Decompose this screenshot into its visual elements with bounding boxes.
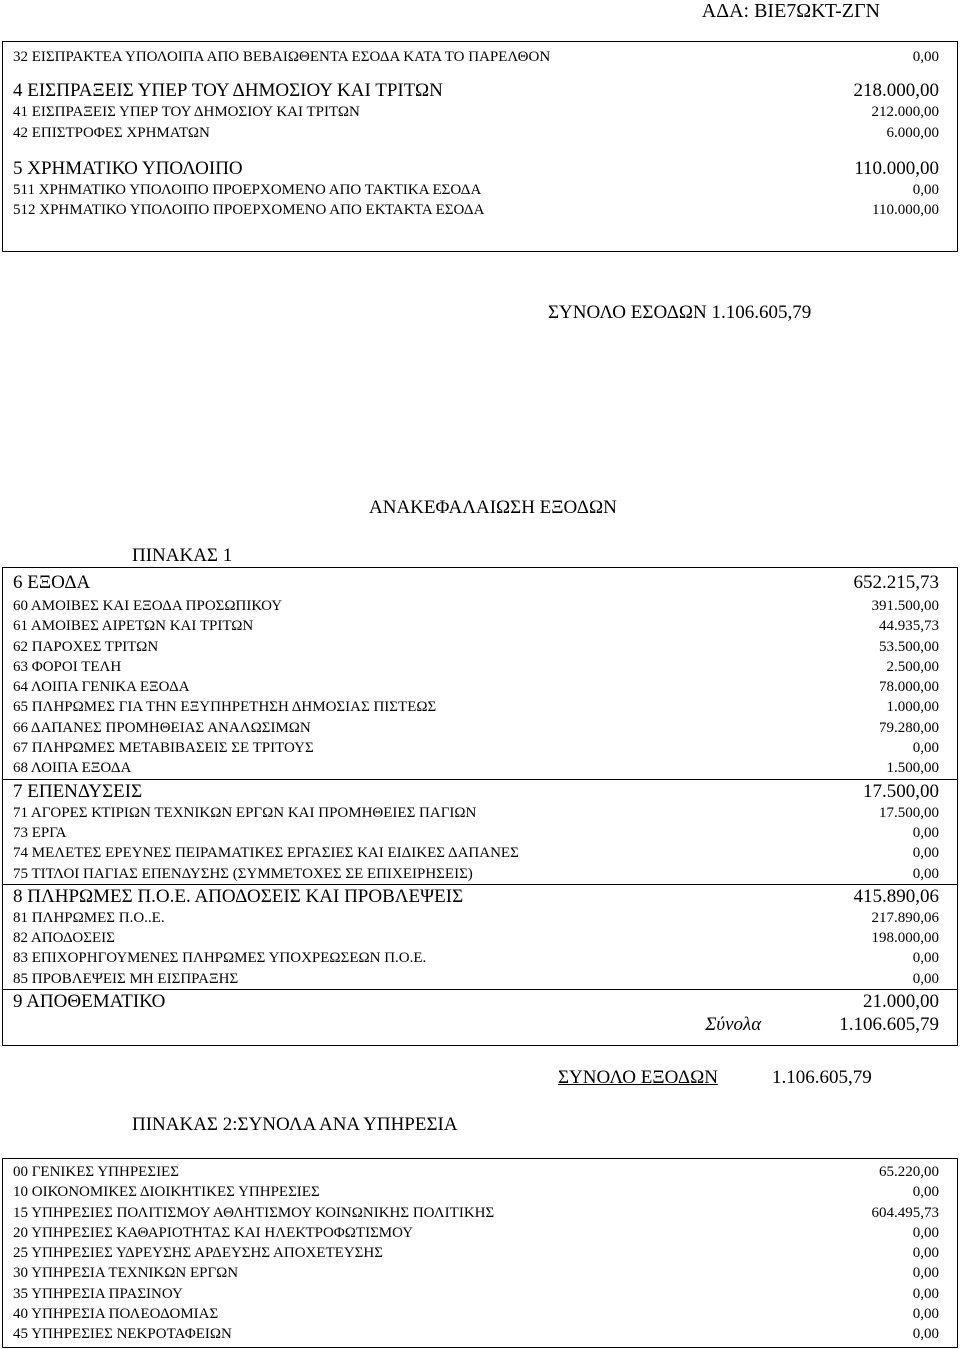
group-label: 4 ΕΙΣΠΡΑΞΕΙΣ ΥΠΕΡ ΤΟΥ ΔΗΜΟΣΙΟΥ ΚΑΙ ΤΡΙΤΩΝ bbox=[13, 80, 443, 102]
row-value: 78.000,00 bbox=[879, 679, 939, 696]
table-row bbox=[3, 1182, 957, 1202]
row-value: 0,00 bbox=[912, 824, 939, 841]
row-value: 1.500,00 bbox=[886, 760, 939, 777]
row-value: 44.935,73 bbox=[879, 618, 939, 635]
row-value: 0,00 bbox=[912, 845, 939, 862]
row-label: 65 ΠΛΗΡΩΜΕΣ ΓΙΑ ΤΗΝ ΕΞΥΠΗΡΕΤΗΣΗ ΔΗΜΟΣΙΑΣ ΠΙΣΤΕΩΣ bbox=[13, 699, 437, 716]
table-row bbox=[3, 180, 957, 200]
group-row bbox=[3, 779, 957, 803]
table-row bbox=[3, 1324, 957, 1344]
row-label: 63 ΦΟΡΟΙ ΤΕΛΗ bbox=[13, 658, 122, 675]
table-row bbox=[3, 738, 957, 758]
row-value: 6.000,00 bbox=[886, 124, 939, 141]
revenue-table bbox=[2, 41, 958, 252]
table-row bbox=[3, 637, 957, 657]
totals-value: 1.106.605,79 bbox=[839, 1014, 939, 1036]
services-table bbox=[2, 1158, 958, 1348]
group-label: 5 ΧΡΗΜΑΤΙΚΟ ΥΠΟΛΟΙΠΟ bbox=[13, 157, 243, 179]
row-value: 17.500,00 bbox=[879, 804, 939, 821]
row-label: 74 ΜΕΛΕΤΕΣ ΕΡΕΥΝΕΣ ΠΕΙΡΑΜΑΤΙΚΕΣ ΕΡΓΑΣΙΕΣ ΚΑΙ ΕΙΔΙΚΕΣ ΔΑΠΑΝΕΣ bbox=[13, 845, 519, 862]
expenses-table bbox=[2, 567, 958, 1046]
row-label: 45 ΥΠΗΡΕΣΙΕΣ ΝΕΚΡΟΤΑΦΕΙΩΝ bbox=[13, 1326, 232, 1343]
table-row bbox=[3, 823, 957, 843]
row-value: 2.500,00 bbox=[886, 658, 939, 675]
table-row bbox=[3, 969, 957, 989]
table-row bbox=[3, 1223, 957, 1243]
group-row bbox=[3, 570, 957, 596]
table-row bbox=[3, 758, 957, 778]
group-label: 6 ΕΞΟΔΑ bbox=[13, 572, 91, 593]
row-label: 85 ΠΡΟΒΛΕΨΕΙΣ ΜΗ ΕΙΣΠΡΑΞΗΣ bbox=[13, 970, 239, 987]
table1-title: ΠΙΝΑΚΑΣ 1 bbox=[132, 545, 233, 566]
row-value: 0,00 bbox=[912, 1184, 939, 1201]
row-label: 25 ΥΠΗΡΕΣΙΕΣ ΥΔΡΕΥΣΗΣ ΑΡΔΕΥΣΗΣ ΑΠΟΧΕΤΕΥΣΗΣ bbox=[13, 1245, 383, 1262]
row-label: 73 ΕΡΓΑ bbox=[13, 824, 67, 841]
row-value: 0,00 bbox=[912, 1265, 939, 1282]
row-label: 15 ΥΠΗΡΕΣΙΕΣ ΠΟΛΙΤΙΣΜΟΥ ΑΘΛΗΤΙΣΜΟΥ ΚΟΙΝΩΝΙΚΗΣ ΠΟΛΙΤΙΚΗΣ bbox=[13, 1204, 495, 1221]
row-label: 00 ΓΕΝΙΚΕΣ ΥΠΗΡΕΣΙΕΣ bbox=[13, 1164, 179, 1180]
group-label: 7 ΕΠΕΝΔΥΣΕΙΣ bbox=[13, 780, 143, 802]
total-revenue: ΣΥΝΟΛΟ ΕΣΟΔΩΝ 1.106.605,79 bbox=[548, 302, 812, 323]
row-label: 30 ΥΠΗΡΕΣΙΑ ΤΕΧΝΙΚΩΝ ΕΡΓΩΝ bbox=[13, 1265, 239, 1282]
group-value: 21.000,00 bbox=[863, 991, 939, 1013]
group-row bbox=[3, 884, 957, 908]
row-value: 0,00 bbox=[912, 1245, 939, 1262]
table-row bbox=[3, 123, 957, 143]
row-label: 75 ΤΙΤΛΟΙ ΠΑΓΙΑΣ ΕΠΕΝΔΥΣΗΣ (ΣΥΜΜΕΤΟΧΕΣ ΣΕ ΕΠΙΧΕΙΡΗΣΕΙΣ) bbox=[13, 865, 473, 882]
row-value: 0,00 bbox=[912, 181, 939, 198]
group-value: 110.000,00 bbox=[854, 157, 939, 179]
table-row bbox=[3, 864, 957, 884]
row-label: 511 ΧΡΗΜΑΤΙΚΟ ΥΠΟΛΟΙΠΟ ΠΡΟΕΡΧΟΜΕΝΟ ΑΠΟ ΤΑΚΤΙΚΑ ΕΣΟΔΑ bbox=[13, 181, 482, 198]
table-row bbox=[3, 47, 957, 67]
row-value: 0,00 bbox=[912, 1285, 939, 1302]
table2-title: ΠΙΝΑΚΑΣ 2:ΣΥΝΟΛΑ ΑΝΑ ΥΠΗΡΕΣΙΑ bbox=[132, 1114, 458, 1135]
table-row bbox=[3, 200, 957, 220]
group-row bbox=[3, 157, 957, 180]
totals-row bbox=[3, 1013, 957, 1036]
total-expenses-value: 1.106.605,79 bbox=[772, 1067, 872, 1088]
row-label: 68 ΛΟΙΠΑ ΕΞΟΔΑ bbox=[13, 760, 132, 777]
table-row bbox=[3, 928, 957, 948]
table-row bbox=[3, 803, 957, 823]
totals-label: Σύνολα bbox=[705, 1014, 762, 1036]
table-row bbox=[3, 1203, 957, 1223]
group-value: 652.215,73 bbox=[853, 572, 939, 593]
table-row bbox=[3, 843, 957, 863]
row-value: 0,00 bbox=[912, 1326, 939, 1343]
table-row bbox=[3, 948, 957, 968]
row-value: 0,00 bbox=[912, 950, 939, 967]
table-row bbox=[3, 697, 957, 717]
row-label: 71 ΑΓΟΡΕΣ ΚΤΙΡΙΩΝ ΤΕΧΝΙΚΩΝ ΕΡΓΩΝ ΚΑΙ ΠΡΟΜΗΘΕΙΕΣ ΠΑΓΙΩΝ bbox=[13, 804, 477, 821]
row-value: 0,00 bbox=[912, 740, 939, 757]
table-row bbox=[3, 596, 957, 616]
row-value: 0,00 bbox=[912, 865, 939, 882]
row-value: 53.500,00 bbox=[879, 638, 939, 655]
table-row bbox=[3, 908, 957, 928]
row-label: 62 ΠΑΡΟΧΕΣ ΤΡΙΤΩΝ bbox=[13, 638, 159, 655]
row-label: 81 ΠΛΗΡΩΜΕΣ Π.Ο..Ε. bbox=[13, 909, 165, 926]
row-label: 40 ΥΠΗΡΕΣΙΑ ΠΟΛΕΟΔΟΜΙΑΣ bbox=[13, 1306, 219, 1323]
row-label: 32 ΕΙΣΠΡΑΚΤΕΑ ΥΠΟΛΟΙΠΑ ΑΠΟ ΒΕΒΑΙΩΘΕΝΤΑ ΕΣΟΔΑ ΚΑΤΑ ΤΟ ΠΑΡΕΛΘΟΝ bbox=[13, 49, 551, 65]
row-value: 79.280,00 bbox=[879, 719, 939, 736]
table-row bbox=[3, 1284, 957, 1304]
row-value: 198.000,00 bbox=[871, 930, 939, 947]
row-label: 42 ΕΠΙΣΤΡΟΦΕΣ ΧΡΗΜΑΤΩΝ bbox=[13, 124, 210, 141]
row-label: 60 ΑΜΟΙΒΕΣ ΚΑΙ ΕΞΟΔΑ ΠΡΟΣΩΠΙΚΟΥ bbox=[13, 598, 283, 614]
row-value: 1.000,00 bbox=[886, 699, 939, 716]
table-row bbox=[3, 1304, 957, 1324]
table-row bbox=[3, 718, 957, 738]
row-value: 0,00 bbox=[912, 1224, 939, 1241]
table-row bbox=[3, 1263, 957, 1283]
row-label: 512 ΧΡΗΜΑΤΙΚΟ ΥΠΟΛΟΙΠΟ ΠΡΟΕΡΧΟΜΕΝΟ ΑΠΟ ΕΚΤΑΚΤΑ ΕΣΟΔΑ bbox=[13, 202, 485, 219]
table-row bbox=[3, 102, 957, 122]
row-value: 604.495,73 bbox=[871, 1204, 939, 1221]
table-row bbox=[3, 1243, 957, 1263]
summary-title: ΑΝΑΚΕΦΑΛΑΙΩΣΗ ΕΞΟΔΩΝ bbox=[369, 497, 617, 518]
row-label: 66 ΔΑΠΑΝΕΣ ΠΡΟΜΗΘΕΙΑΣ ΑΝΑΛΩΣΙΜΩΝ bbox=[13, 719, 311, 736]
table-row bbox=[3, 677, 957, 697]
row-value: 217.890,06 bbox=[871, 909, 939, 926]
group-row bbox=[3, 989, 957, 1013]
row-value: 65.220,00 bbox=[879, 1164, 939, 1180]
row-label: 67 ΠΛΗΡΩΜΕΣ ΜΕΤΑΒΙΒΑΣΕΙΣ ΣΕ ΤΡΙΤΟΥΣ bbox=[13, 740, 314, 757]
table-row bbox=[3, 657, 957, 677]
group-label: 8 ΠΛΗΡΩΜΕΣ Π.Ο.Ε. ΑΠΟΔΟΣΕΙΣ ΚΑΙ ΠΡΟΒΛΕΨΕΙΣ bbox=[13, 885, 464, 907]
row-value: 0,00 bbox=[912, 1306, 939, 1323]
table-row bbox=[3, 616, 957, 636]
ada-code: ΑΔΑ: ΒΙΕ7ΩΚΤ-ΖΓΝ bbox=[701, 0, 880, 22]
total-expenses-label: ΣΥΝΟΛΟ ΕΞΟΔΩΝ bbox=[558, 1067, 718, 1088]
row-value: 0,00 bbox=[912, 970, 939, 987]
row-label: 10 ΟΙΚΟΝΟΜΙΚΕΣ ΔΙΟΙΚΗΤΙΚΕΣ ΥΠΗΡΕΣΙΕΣ bbox=[13, 1184, 320, 1201]
group-label: 9 ΑΠΟΘΕΜΑΤΙΚΟ bbox=[13, 991, 166, 1013]
row-label: 41 ΕΙΣΠΡΑΞΕΙΣ ΥΠΕΡ ΤΟΥ ΔΗΜΟΣΙΟΥ ΚΑΙ ΤΡΙΤΩΝ bbox=[13, 104, 360, 121]
group-value: 218.000,00 bbox=[853, 80, 939, 102]
row-label: 20 ΥΠΗΡΕΣΙΕΣ ΚΑΘΑΡΙΟΤΗΤΑΣ ΚΑΙ ΗΛΕΚΤΡΟΦΩΤΙΣΜΟΥ bbox=[13, 1224, 414, 1241]
row-value: 212.000,00 bbox=[871, 104, 939, 121]
group-row bbox=[3, 79, 957, 102]
row-label: 35 ΥΠΗΡΕΣΙΑ ΠΡΑΣΙΝΟΥ bbox=[13, 1285, 183, 1302]
group-value: 415.890,06 bbox=[853, 885, 939, 907]
row-value: 110.000,00 bbox=[872, 202, 939, 219]
row-value: 391.500,00 bbox=[871, 598, 939, 614]
table-row bbox=[3, 1162, 957, 1182]
row-label: 64 ΛΟΙΠΑ ΓΕΝΙΚΑ ΕΞΟΔΑ bbox=[13, 679, 190, 696]
row-label: 61 ΑΜΟΙΒΕΣ ΑΙΡΕΤΩΝ ΚΑΙ ΤΡΙΤΩΝ bbox=[13, 618, 254, 635]
row-label: 83 ΕΠΙΧΟΡΗΓΟΥΜΕΝΕΣ ΠΛΗΡΩΜΕΣ ΥΠΟΧΡΕΩΣΕΩΝ Π.Ο.Ε. bbox=[13, 950, 427, 967]
group-value: 17.500,00 bbox=[863, 780, 939, 802]
row-value: 0,00 bbox=[912, 49, 939, 65]
row-label: 82 ΑΠΟΔΟΣΕΙΣ bbox=[13, 930, 115, 947]
